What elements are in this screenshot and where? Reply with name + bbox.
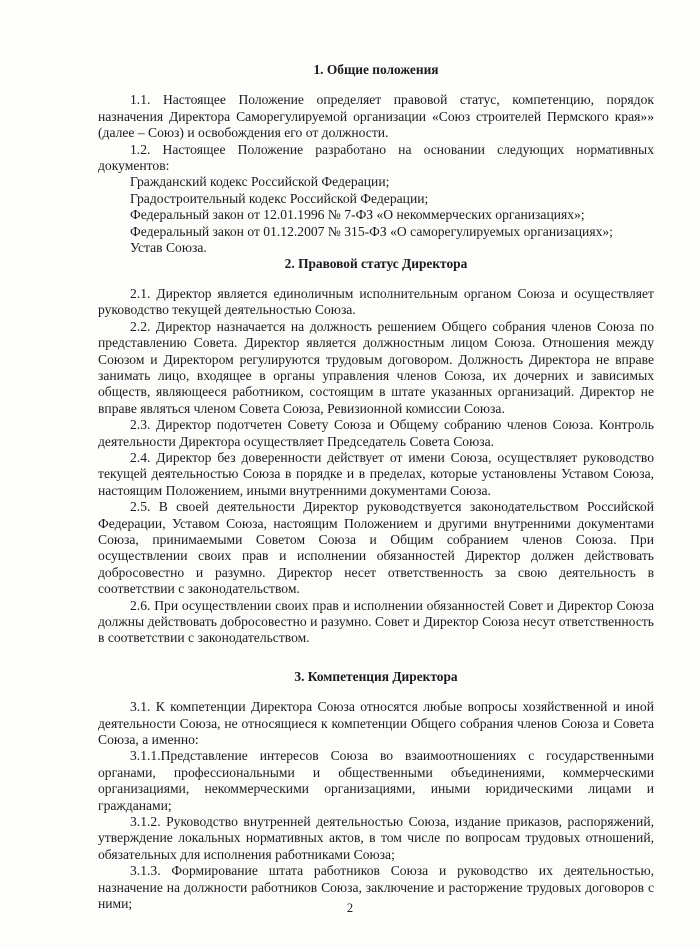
paragraph-3-1-1: 3.1.1.Представление интересов Союза во взаимоотношениях с государственными органами, профессиональными и общественными объединениями, коммерческими организациями, некоммерческими организациями, иными юридическими лицами и гражданами; [98,748,654,813]
paragraph-2-3: 2.3. Директор подотчетен Совету Союза и Общему собранию членов Союза. Контроль деятельности Директора осуществляет Председатель Совета Союза. [98,417,654,449]
paragraph-3-1-3: 3.1.3. Формирование штата работников Союза и руководство их деятельностью, назначение на должности работников Союза, заключение и расторжение трудовых договоров с ними; [98,863,654,912]
section-3-heading: 3. Компетенция Директора [294,668,458,684]
section-2-heading: 2. Правовой статус Директора [284,256,468,272]
document-body [98,62,654,913]
list-item: Градостроительный кодекс Российской Федерации; [130,190,429,206]
paragraph-1-1: 1.1. Настоящее Положение определяет правовой статус, компетенцию, порядок назначения Директора Саморегулируемой организации «Союз строителей Пермского края»» (далее – Союз) и освобождения его от должности. [98,92,654,141]
paragraph-2-1: 2.1. Директор является единоличным исполнительным органом Союза и осуществляет руководство текущей деятельностью Союза. [98,285,654,318]
list-item: Гражданский кодекс Российской Федерации; [130,174,390,190]
paragraph-1-2: 1.2. Настоящее Положение разработано на основании следующих нормативных документов: [98,141,654,174]
paragraph-2-5: 2.5. В своей деятельности Директор руководствуется законодательством Российской Федерации, Уставом Союза, настоящим Положением и другими внутренними документами Союза, принимаемыми Советом Союза и Общим собранием членов Союза. При осуществлении своих прав и исполнении обязанностей Директор должен действовать добросовестно и разумно. Директор несет ответственность за свою деятельность в соответствии с законодательством. [98,499,654,597]
paragraph-3-1-2: 3.1.2. Руководство внутренней деятельностью Союза, издание приказов, распоряжений, утверждение локальных нормативных актов, в том числе по вопросам трудовых отношений, обязательных для исполнения работниками Союза; [98,814,654,862]
paragraph-2-2: 2.2. Директор назначается на должность решением Общего собрания членов Союза по представлению Совета. Директор является должностным лицом Союза. Отношения между Союзом и Директором регулируются трудовым договором. Должность Директора не вправе занимать лицо, входящее в органы управления членов Союза, их дочерних и зависимых обществ, являющееся работником, состоящим в штате указанных организаций. Директор не вправе являться членом Совета Союза, Ревизионной комиссии Союза. [98,318,654,416]
paragraph-3-1: 3.1. К компетенции Директора Союза относятся любые вопросы хозяйственной и иной деятельности Союза, не относящиеся к компетенции Общего собрания членов Союза и Совета Союза, а именно: [98,699,654,748]
page-number: 2 [346,901,354,915]
list-item: Федеральный закон от 01.12.2007 № 315-ФЗ «О саморегулируемых организациях»; [130,223,613,239]
paragraph-2-4: 2.4. Директор без доверенности действует от имени Союза, осуществляет руководство текущей деятельностью Союза в порядке и в пределах, которые установлены Уставом Союза, настоящим Положением, иными внутренними документами Союза. [98,449,654,498]
list-item: Устав Союза. [130,240,207,256]
section-1-heading: 1. Общие положения [313,62,439,77]
normative-documents-list [98,174,654,256]
paragraph-2-6: 2.6. При осуществлении своих прав и исполнении обязанностей Совет и Директор Союза должны действовать добросовестно и разумно. Совет и Директор Союза несут ответственность в соответствии с законодательством. [98,597,654,646]
list-item: Федеральный закон от 12.01.1996 № 7-ФЗ «О некоммерческих организациях»; [130,207,585,223]
